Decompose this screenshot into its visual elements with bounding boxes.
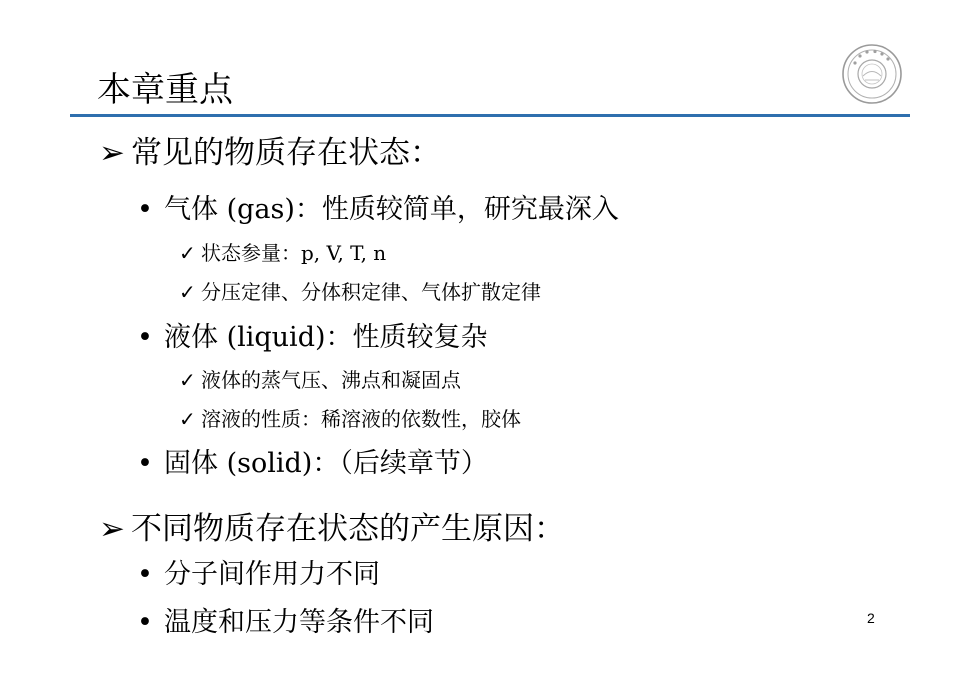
page-number: 2: [867, 610, 875, 626]
list-item-text: 温度和压力等条件不同: [164, 607, 434, 638]
subitem-text: 分压定律、分体积定律、气体扩散定律: [201, 280, 541, 304]
bullet-icon: •: [137, 194, 153, 225]
check-icon: ✓: [179, 407, 196, 431]
section-heading-causes: [99, 509, 565, 549]
list-item-solid: [137, 446, 488, 482]
subitem-text: 溶液的性质：稀溶液的依数性，胶体: [201, 407, 521, 431]
subitem-text: 状态参量：p, V, T, n: [201, 241, 387, 265]
subitem-vapor-pressure: [179, 366, 461, 394]
slide-title: 本章重点: [97, 70, 233, 110]
bullet-icon: •: [137, 559, 153, 590]
list-item-text: 固体 (solid)：（后续章节）: [164, 448, 488, 479]
section-heading-text: 不同物质存在状态的产生原因：: [131, 511, 565, 547]
section-heading-text: 常见的物质存在状态：: [131, 135, 441, 171]
list-item-liquid: [137, 320, 488, 356]
section-heading-states: [99, 133, 441, 173]
list-item-intermolecular-forces: [137, 557, 380, 593]
list-item-conditions: [137, 605, 434, 641]
check-icon: ✓: [179, 241, 196, 265]
subitem-state-variables: [179, 239, 386, 267]
list-item-text: 液体 (liquid)：性质较复杂: [164, 322, 488, 353]
arrow-bullet-icon: ➢: [99, 511, 125, 547]
list-item-gas: [137, 192, 619, 228]
subitem-gas-laws: [179, 278, 541, 306]
arrow-bullet-icon: ➢: [99, 135, 125, 171]
check-icon: ✓: [179, 280, 196, 304]
subitem-solution-properties: [179, 405, 521, 433]
university-seal-icon: [841, 43, 903, 105]
bullet-icon: •: [137, 322, 153, 353]
bullet-icon: •: [137, 448, 153, 479]
list-item-text: 气体 (gas)：性质较简单，研究最深入: [164, 194, 619, 225]
bullet-icon: •: [137, 607, 153, 638]
list-item-text: 分子间作用力不同: [164, 559, 380, 590]
title-underline: [70, 114, 910, 117]
check-icon: ✓: [179, 368, 196, 392]
subitem-text: 液体的蒸气压、沸点和凝固点: [201, 368, 461, 392]
